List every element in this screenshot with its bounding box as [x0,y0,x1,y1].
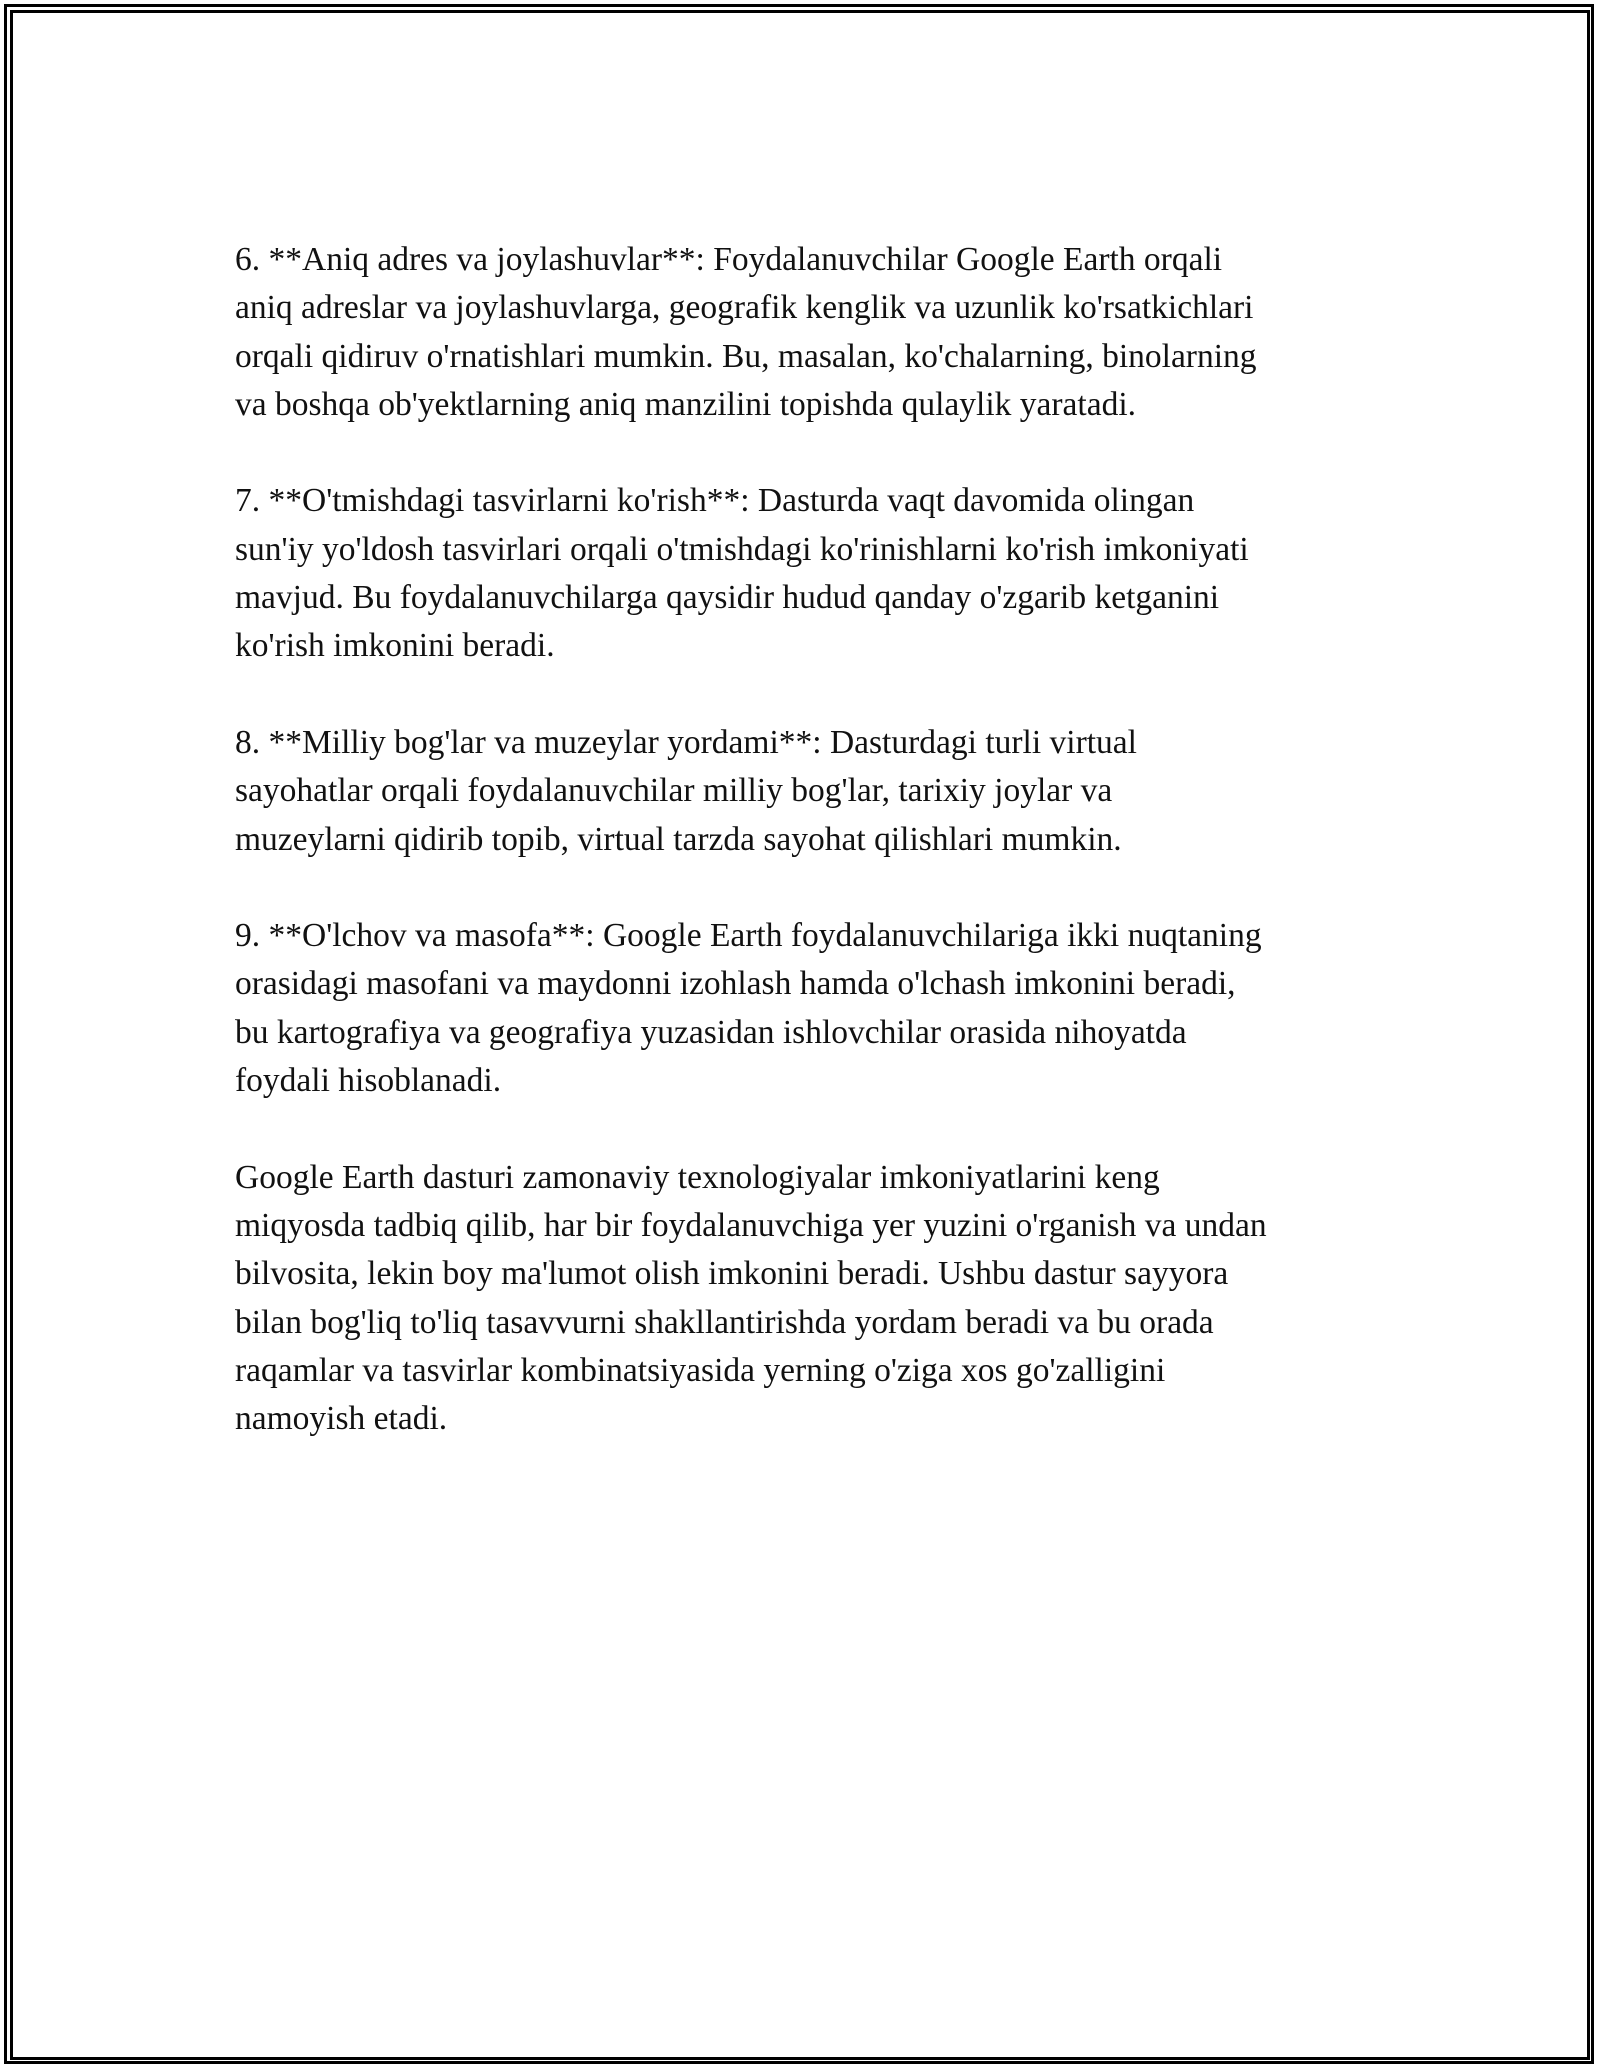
paragraph-item-9-measurement-distance: 9. **O'lchov va masofa**: Google Earth foydalanuvchilariga ikki nuqtaning orasidagi masofani va maydonni izohlash hamda o'lchash imkonini beradi, bu kartografiya va geografiya yuzasidan ishlovchilar orasida nihoyatda foydali hisoblanadi. [235,917,1262,1100]
paragraph-item-8-national-parks-museums: 8. **Milliy bog'lar va muzeylar yordami**: Dasturdagi turli virtual sayohatlar orqali foydalanuvchilar milliy bog'lar, tarixiy joylar va muzeylarni qidirib topib, virtual tarzda sayohat qilishlari mumkin. [235,723,1137,858]
document-body [235,236,1375,1492]
paragraph-item-7-historical-imagery: 7. **O'tmishdagi tasvirlarni ko'rish**: Dasturda vaqt davomida olingan sun'iy yo'ldosh tasvirlari orqali o'tmishdagi ko'rinishlarni ko'rish imkoniyati mavjud. Bu foydalanuvchilarga qaysidir hudud qanday o'zgarib ketganini ko'rish imkonini beradi. [235,482,1249,665]
paragraph-conclusion: Google Earth dasturi zamonaviy texnologiyalar imkoniyatlarini keng miqyosda tadbiq qilib, har bir foydalanuvchiga yer yuzini o'rganish va undan bilvosita, lekin boy ma'lumot olish imkonini beradi. Ushbu dastur sayyora bilan bog'liq to'liq tasavvurni shakllantirishda yordam beradi va bu orada raqamlar va tasvirlar kombinatsiyasida yerning o'ziga xos go'zalligini namoyish etadi. [235,1158,1267,1438]
paragraph-item-6-exact-address: 6. **Aniq adres va joylashuvlar**: Foydalanuvchilar Google Earth orqali aniq adreslar va joylashuvlarga, geografik kenglik va uzunlik ko'rsatkichlari orqali qidiruv o'rnatishlari mumkin. Bu, masalan, ko'chalarning, binolarning va boshqa ob'yektlarning aniq manzilini topishda qulaylik yaratadi. [235,241,1257,423]
